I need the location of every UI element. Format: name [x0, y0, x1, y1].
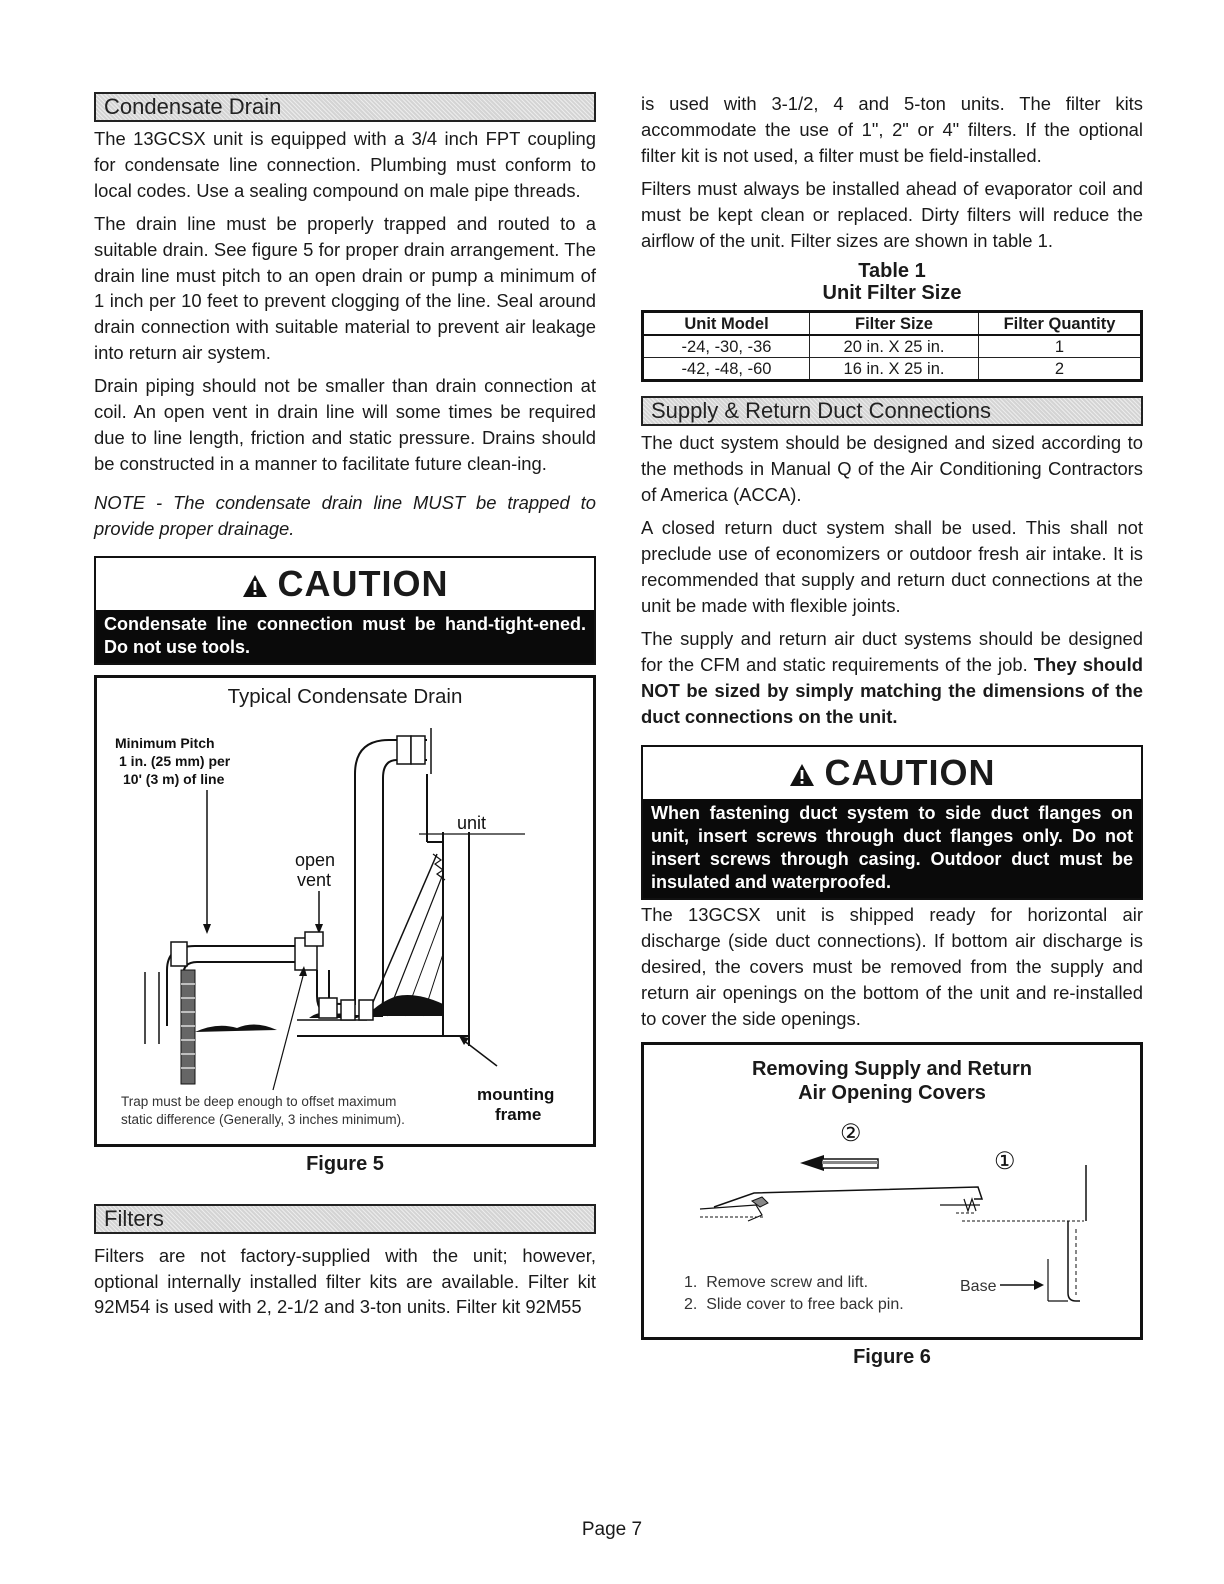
brick-wall	[181, 970, 195, 1084]
caution-title	[96, 558, 594, 610]
frame-label-line1: mounting	[477, 1084, 555, 1104]
table-header-unit-model: Unit Model	[643, 312, 810, 336]
vent-label-line2: vent	[297, 869, 332, 890]
duct-caution-box	[641, 745, 1143, 900]
warning-triangle-icon	[242, 574, 268, 598]
pitch-label-line1: Minimum Pitch	[115, 734, 215, 751]
condensate-drain-diagram	[97, 714, 593, 1144]
base-label: Base	[960, 1277, 997, 1295]
unit-label: unit	[457, 812, 487, 833]
step-1-text: 1. Remove screw and lift.	[684, 1273, 869, 1291]
caution-text: Condensate line connection must be hand-tight-ened. Do not use tools.	[96, 610, 594, 663]
cover-removal-diagram	[644, 1109, 1140, 1345]
step-2-marker: ②	[840, 1119, 862, 1147]
pitch-label-line2: 1 in. (25 mm) per	[119, 752, 231, 769]
step-2-text: 2. Slide cover to free back pin.	[684, 1295, 904, 1313]
figure-6-box	[641, 1042, 1143, 1340]
figure-5-box	[94, 675, 596, 1147]
table-cell: 1	[979, 335, 1142, 358]
figure-6-caption: Figure 6	[853, 1345, 931, 1368]
condensate-note: NOTE - The condensate drain line MUST be trapped to provide proper drainage.	[94, 491, 596, 539]
table-header-filter-quantity: Filter Quantity	[979, 312, 1142, 336]
table-cell: 16 in. X 25 in.	[810, 358, 979, 381]
after-caution-paragraph: The 13GCSX unit is shipped ready for horizontal air discharge (side duct connections). If bottom air discharge is desired, the covers must be removed from the supply and return air openings on the bottom of the unit and re-installed to cover the side openings.	[641, 904, 1143, 1030]
duct-paragraph-1: The duct system should be designed and sized according to the methods in Manual Q of the Air Conditioning Contractors of America (ACCA).	[641, 432, 1143, 506]
table-cell: 2	[979, 358, 1142, 381]
figure-6-title-line1: Removing Supply and Return	[751, 1057, 1033, 1080]
condensate-caution-box	[94, 556, 596, 665]
vent-label-line1: open	[295, 849, 336, 870]
warning-triangle-icon	[789, 763, 815, 787]
table-1-caption: Unit Filter Size	[822, 282, 962, 305]
caution-title-text: CAUTION	[824, 752, 996, 794]
pitch-label-line3: 10' (3 m) of line	[123, 770, 225, 787]
condensate-paragraph-1: The 13GCSX unit is equipped with a 3/4 inch FPT coupling for condensate line connection. Plumbing must conform to local codes. Use a sealing compound on male pipe threads.	[94, 128, 596, 201]
duct-connections-heading: Supply & Return Duct Connections	[641, 396, 1143, 426]
step-1-marker: ①	[994, 1147, 1016, 1175]
left-column	[94, 92, 596, 1327]
table-header-filter-size: Filter Size	[810, 312, 979, 336]
figure-5-caption: Figure 5	[306, 1152, 384, 1175]
duct-paragraph-2: A closed return duct system shall be used. This shall not preclude use of economizers or outdoor fresh air intake. It is recommended that supply and return duct connections at the unit be made with flexible joints.	[641, 517, 1143, 616]
condensate-paragraph-2: The drain line must be properly trapped and routed to a suitable drain. See figure 5 for proper drain arrangement. The drain line must pitch to an open drain or pump a minimum of 1 inch per 10 feet to prevent clogging of the line. Seal around drain connection with suitable material to prevent air leakage into return air system.	[94, 212, 596, 364]
filters-heading: Filters	[94, 1204, 596, 1234]
figure-6-title	[644, 1057, 1140, 1105]
table-header-row	[643, 312, 1142, 336]
frame-label-line2: frame	[495, 1104, 542, 1124]
caution-text: When fastening duct system to side duct flanges on unit, insert screws through duct flanges only. Do not insert screws through casing. Outdoor duct must be insulated and waterproofed.	[643, 799, 1141, 898]
filters-cont-paragraph-1: is used with 3-1/2, 4 and 5-ton units. The filter kits accommodate the use of 1", 2" or 4" filters. If the optional filter kit is not used, a filter must be field-installed.	[641, 93, 1143, 166]
right-column	[641, 92, 1143, 1369]
table-cell: -42, -48, -60	[643, 358, 810, 381]
table-cell: -24, -30, -36	[643, 335, 810, 358]
table-cell: 20 in. X 25 in.	[810, 335, 979, 358]
duct-paragraph-3	[641, 626, 1143, 730]
page-number: Page 7	[581, 1519, 643, 1540]
table-1-number: Table 1	[858, 260, 926, 283]
caution-title-text: CAUTION	[277, 562, 449, 604]
trap-note-line1: Trap must be deep enough to offset maximum	[121, 1093, 397, 1109]
caution-title	[643, 747, 1141, 799]
condensate-drain-heading: Condensate Drain	[94, 92, 596, 122]
table-1-title	[641, 260, 1143, 304]
filter-size-table	[641, 310, 1143, 382]
filters-paragraph: Filters are not factory-supplied with the unit; however, optional internally installed filter kits are available. Filter kit 92M54 is used with 2, 2-1/2 and 3-ton units. Filter kit 92M55	[94, 1244, 596, 1318]
slide-arrow-icon	[800, 1155, 878, 1171]
screw-icon	[940, 1199, 980, 1213]
figure-6-title-line2: Air Opening Covers	[798, 1081, 986, 1104]
trap-note-line2: static difference (Generally, 3 inches minimum).	[121, 1111, 405, 1127]
filters-cont-paragraph-2: Filters must always be installed ahead of evaporator coil and must be kept clean or replaced. Dirty filters will reduce the airflow of the unit. Filter sizes are shown in table 1.	[641, 177, 1143, 251]
table-row	[643, 358, 1142, 381]
figure-5-title: Typical Condensate Drain	[227, 684, 463, 708]
condensate-paragraph-3: Drain piping should not be smaller than drain connection at coil. An open vent in drain line will some times be required due to line length, friction and static pressure. Drains should be constructed in a manner to facilitate future clean-ing.	[94, 375, 596, 474]
table-row	[643, 335, 1142, 358]
duct-paragraph-3-bold: They should NOT be sized by simply matching the dimensions of the duct connections on the unit.	[641, 653, 1143, 727]
duct-paragraph-3-text: The supply and return air duct systems should be designed for the CFM and static requirements of the job.	[641, 627, 1143, 675]
